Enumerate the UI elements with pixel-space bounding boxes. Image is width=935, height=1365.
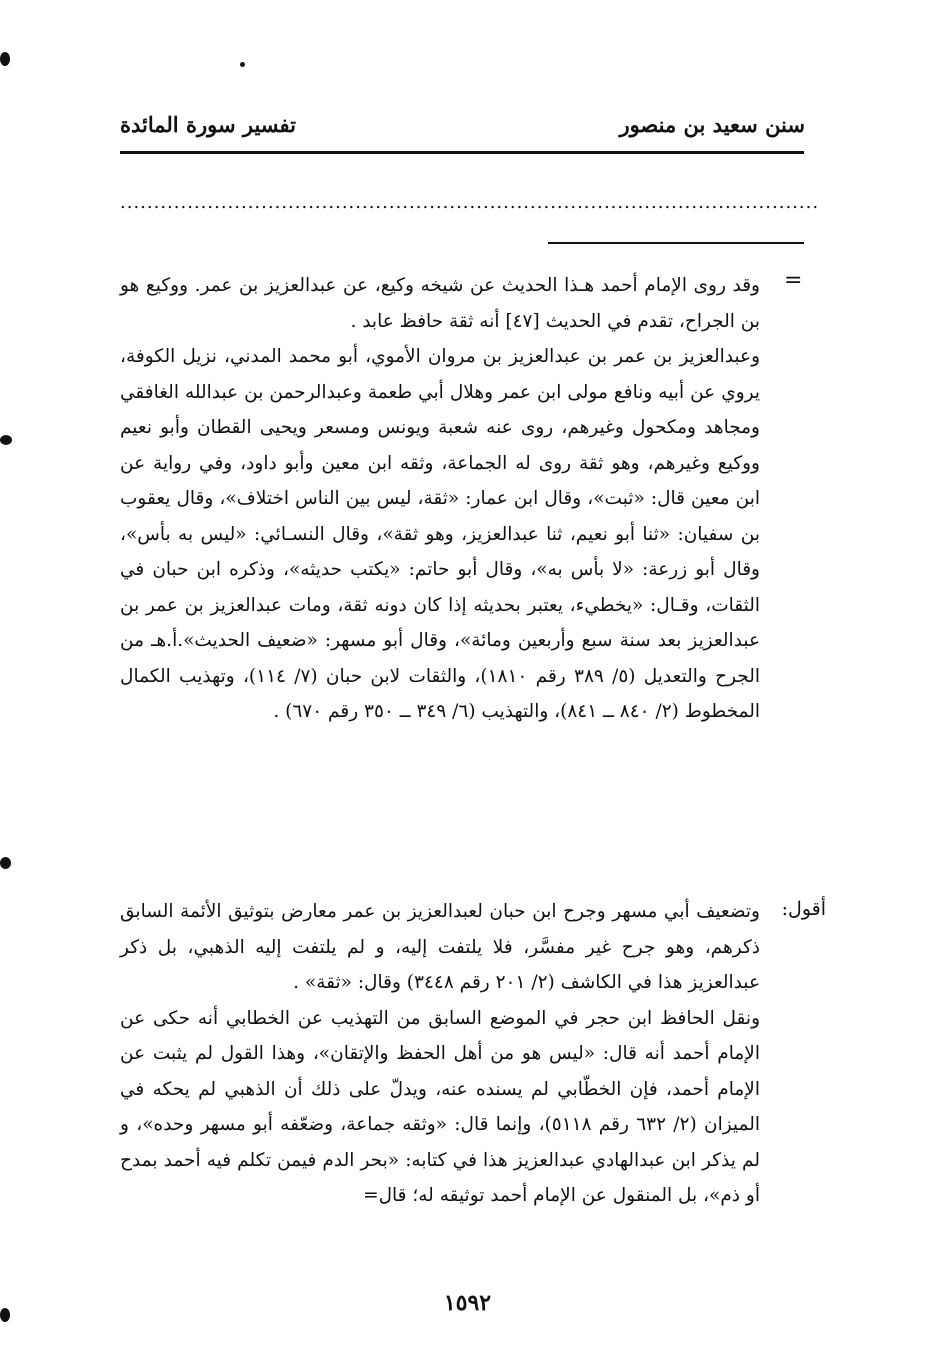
header-rule — [120, 151, 804, 154]
scan-mark — [240, 62, 245, 67]
aqulu-label: أقول: — [781, 898, 826, 920]
dotted-separator: ........................................................................................................ — [120, 192, 820, 213]
scan-mark — [0, 435, 12, 445]
page-number: ١٥٩٢ — [443, 1290, 492, 1316]
commentary-paragraph: ونقل الحافظ ابن حجر في الموضع السابق من التهذيب عن الخطابي أنه حكى عن الإمام أحمد أنه قال: «ليس هو من أهل الحفظ والإتقان»، وهذا القول لم يثبت عن الإمام أحمد، فإن الخطّابي لم يسنده عنه، ويدلّ على ذلك أن الذهبي لم يحكه في الميزان (٢/ ٦٣٢ رقم ٥١١٨)، وإنما قال: «وثقه جماعة، وضعّفه أبو مسهر وحده»، و لم يذكر ابن عبدالهادي عبدالعزيز هذا في كتابه: «بحر الدم فيمن تكلم فيه أحمد بمدح أو ذم»، بل المنقول عن الإمام أحمد توثيقه له؛ قال= — [120, 1007, 760, 1206]
commentary-paragraph: وتضعيف أبي مسهر وجرح ابن حبان لعبدالعزيز بن عمر معارض بتوثيق الأئمة السابق ذكرهم، وهو جرح غير مفسَّر، فلا يلتفت إليه، و لم يلتفت إليه الذهبي، بل ذكر عبدالعزيز هذا في الكاشف (٢/ ٢٠١ رقم ٣٤٤٨) وقال: «ثقة» . — [120, 901, 760, 993]
footnote-paragraph: وقد روى الإمام أحمد هـذا الحديث عن شيخه وكيع، عن عبدالعزيز بن عمر. ووكيع هو بن الجراح، تقدم في الحديث [٤٧] أنه ثقة حافظ عابد . — [120, 275, 760, 332]
scan-mark — [0, 52, 10, 66]
scan-mark — [0, 857, 11, 869]
book-title: سنن سعيد بن منصور — [619, 112, 805, 137]
section-title: تفسير سورة المائدة — [120, 112, 296, 137]
footnote-text-block — [120, 268, 760, 730]
page-header — [120, 112, 805, 144]
footnote-rule — [548, 242, 804, 244]
commentary-text-block — [120, 894, 760, 1214]
continuation-mark: = — [784, 268, 803, 293]
footnote-paragraph: وعبدالعزيز بن عمر بن عبدالعزيز بن مروان الأموي، أبو محمد المدني، نزيل الكوفة، يروي عن أبيه ونافع مولى ابن عمر وهلال أبي طعمة وعبدالرحمن بن عبدالله الغافقي ومجاهد ومكحول وغيرهم، روى عنه شعبة ويونس ومسعر ويحيى القطان وأبو نعيم ووكيع وغيرهم، وهو ثقة روى له الجماعة، وثقه ابن معين وأبو داود، وفي رواية عن ابن معين قال: «ثبت»، وقال ابن عمار: «ثقة، ليس بين الناس اختلاف»، وقال يعقوب بن سفيان: «ثنا أبو نعيم، ثنا عبدالعزيز، وهو ثقة»، وقال النسـائي: «ليس به بأس»، وقال أبو زرعة: «لا بأس به»، وقال أبو حاتم: «يكتب حديثه»، وذكره ابن حبان في الثقات، وقـال: «يخطيء، يعتبر بحديثه إذا كان دونه ثقة، ومات عبدالعزيز بن عمر بن عبدالعزيز بعد سنة سبع وأربعين ومائة»، وقال أبو مسهر: «ضعيف الحديث».أ.هـ من الجرح والتعديل (٥/ ٣٨٩ رقم ١٨١٠)، والثقات لابن حبان (٧/ ١١٤)، وتهذيب الكمال المخطوط (٢/ ٨٤٠ ــ ٨٤١)، والتهذيب (٦/ ٣٤٩ ــ ٣٥٠ رقم ٦٧٠) . — [120, 346, 760, 722]
